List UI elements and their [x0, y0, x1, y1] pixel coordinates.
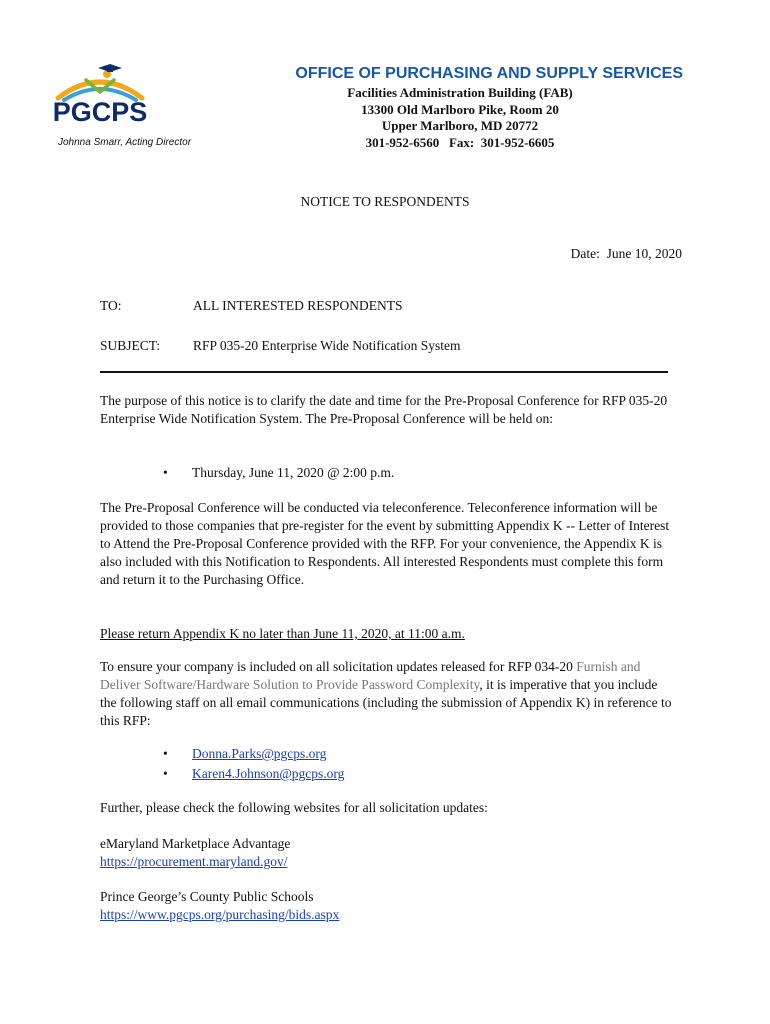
conference-date-text: Thursday, June 11, 2020 @ 2:00 p.m. [192, 465, 395, 480]
address-line: Upper Marlboro, MD 20772 [381, 118, 539, 133]
site-name-emaryland: eMaryland Marketplace Advantage [100, 836, 291, 851]
site-link-emaryland [100, 853, 675, 871]
logo-text: PGCPS [52, 97, 148, 127]
conference-date-item [163, 465, 395, 481]
email-item [163, 746, 327, 762]
emaryland-url-link[interactable]: https://procurement.maryland.gov/ [100, 854, 288, 869]
divider [100, 371, 668, 373]
email-item [163, 766, 345, 782]
pgcps-url-link[interactable]: https://www.pgcps.org/purchasing/bids.aspx [100, 907, 340, 922]
site-link-pgcps [100, 906, 675, 924]
subject-label: SUBJECT: [100, 338, 161, 353]
email-instruction-paragraph [100, 658, 675, 730]
teleconference-paragraph: The Pre-Proposal Conference will be conducted via teleconference. Teleconference information will be provided to those companies that pre-register for the event by submitting Appendix K -- Letter of Interest to Attend the Pre-Proposal Conference provided with the RFP. For your convenience, the Appendix K is also included with this Notification to Respondents. All interested Respondents must complete this form and return it to the Purchasing Office. [100, 500, 670, 587]
notice-date: Date: June 10, 2020 [570, 246, 682, 261]
bullet-icon: • [163, 746, 168, 761]
subject-value: RFP 035-20 Enterprise Wide Notification System [193, 338, 461, 353]
notice-title: NOTICE TO RESPONDENTS [300, 194, 470, 209]
instruction-text-end: , it is imperative that you include the following staff on all email communications (including the submission of Appendix K) in reference to this RFP: [100, 677, 672, 728]
instruction-text: To ensure your company is included on all solicitation updates released for RFP 034-20 [100, 659, 573, 674]
to-value: ALL INTERESTED RESPONDENTS [193, 298, 403, 313]
to-label: TO: [100, 298, 122, 313]
director-name: Johnna Smarr, Acting Director [58, 137, 192, 148]
email-link-karen[interactable]: Karen4.Johnson@pgcps.org [192, 766, 345, 781]
email-link-donna[interactable]: Donna.Parks@pgcps.org [192, 746, 327, 761]
address-line: Facilities Administration Building (FAB) [347, 85, 573, 100]
address-line: 13300 Old Marlboro Pike, Room 20 [361, 101, 559, 117]
site-name-pgcps: Prince George’s County Public Schools [100, 889, 314, 904]
purpose-paragraph: The purpose of this notice is to clarify the date and time for the Pre-Proposal Conference for RFP 035-20 Enterprise Wide Notification System. The Pre-Proposal Conference will be held on: [100, 393, 668, 426]
deadline-notice: Please return Appendix K no later than June 11, 2020, at 11:00 a.m. [100, 626, 465, 641]
bullet-icon: • [163, 766, 168, 781]
websites-intro: Further, please check the following websites for all solicitation updates: [100, 800, 488, 815]
bullet-icon: • [163, 465, 168, 480]
phone-fax-line: 301-952-6560 Fax: 301-952-6605 [365, 134, 555, 150]
office-title: OFFICE OF PURCHASING AND SUPPLY SERVICES [295, 65, 683, 82]
rfp-title-gray: Furnish and Deliver Software/Hardware Solution to Provide Password Complexity [100, 659, 641, 692]
